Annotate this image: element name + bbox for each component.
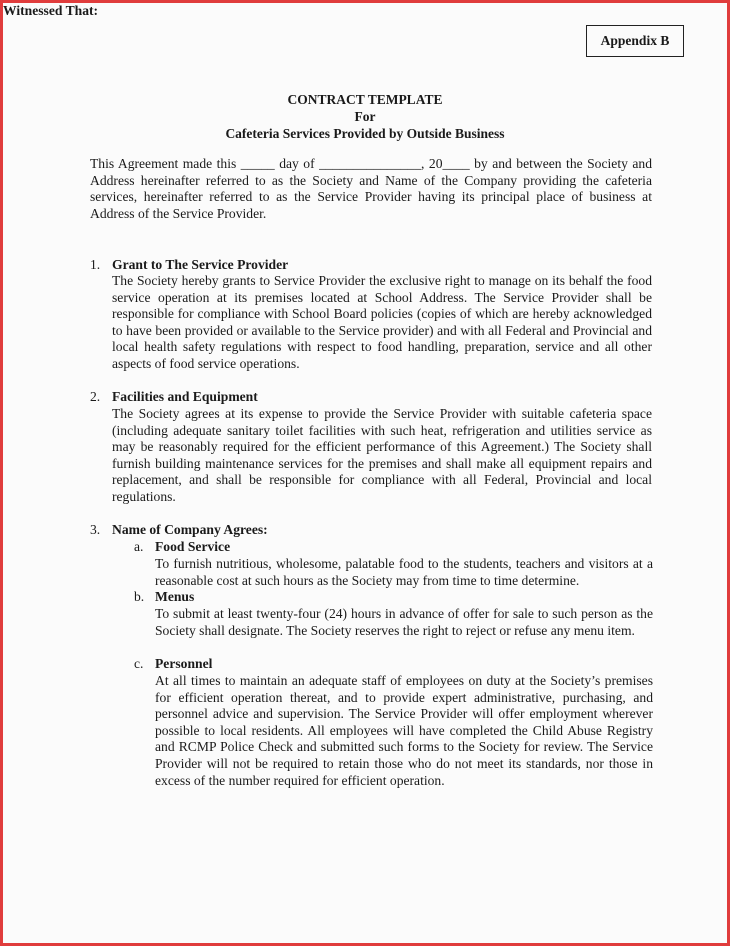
section-2-heading: Facilities and Equipment xyxy=(112,389,258,404)
subsection-b-body: To submit at least twenty-four (24) hours in advance of offer for sale to such person as the Society shall designate. The Society reserves the right to reject or refuse any menu item. xyxy=(155,606,653,638)
subsection-c-body: At all times to maintain an adequate staff of employees on duty at the Society’s premises for efficient operation thereat, and to provide expert administrative, purchasing, and personnel advice and supervision. The Service Provider will offer employment wherever possible to local residents. All employees will have completed the Child Abuse Registry and RCMP Police Check and submitted such forms to the Society for review. The Service Provider will not be required to retain those who do not meet its standards, nor those in excess of the number required for efficient operation. xyxy=(155,673,653,788)
title-line-3: Cafeteria Services Provided by Outside Business xyxy=(225,126,505,141)
subsection-c-letter: c. xyxy=(134,656,144,671)
section-3-heading: Name of Company Agrees: xyxy=(112,522,268,537)
title-block xyxy=(3,91,727,142)
section-3-number: 3. xyxy=(90,522,101,537)
section-1-heading: Grant to The Service Provider xyxy=(112,257,289,272)
section-2-number: 2. xyxy=(90,389,101,404)
title-line-1: CONTRACT TEMPLATE xyxy=(287,92,443,107)
subsection-c-heading: Personnel xyxy=(155,656,213,671)
subsection-a-letter: a. xyxy=(134,539,144,554)
subsection-b-heading: Menus xyxy=(155,589,195,604)
subsection-a-heading: Food Service xyxy=(155,539,231,554)
subsection-a-body: To furnish nutritious, wholesome, palatable food to the students, teachers and visitors at a reasonable cost at such hours as the Society may from time to time determine. xyxy=(155,556,653,588)
intro-paragraph: This Agreement made this _____ day of _______________, 20____ by and between the Society and Address hereinafter referred to as the Society and Name of the Company providing the cafeteria services, hereinafter referred to as the Service Provider having its principal place of business at Address of the Service Provider. xyxy=(90,156,652,221)
title-line-2: For xyxy=(354,109,376,124)
section-2-body: The Society agrees at its expense to provide the Service Provider with suitable cafeteria space (including adequate sanitary toilet facilities with such heat, refrigeration and utilities service as may be reasonably required for the efficient performance of this Agreement.) The Society shall furnish building maintenance services for the premises and shall make all equipment repairs and replacement, and shall be responsible for compliance with all Federal, Provincial and local regulations. xyxy=(112,406,652,504)
section-1-body: The Society hereby grants to Service Provider the exclusive right to manage on its behalf the food service operation at its premises located at School Address. The Service Provider shall be responsible for compliance with School Board policies (copies of which are hereby acknowledged to have been provided or available to the Service provider) and with all Federal and Provincial and local health safety regulations with respect to food handling, preparation, service and all other aspects of food service operations. xyxy=(112,273,652,371)
appendix-label: Appendix B xyxy=(586,25,684,57)
section-1-number: 1. xyxy=(90,257,101,272)
subsection-b-letter: b. xyxy=(134,589,145,604)
witnessed-heading: Witnessed That: xyxy=(3,3,99,18)
